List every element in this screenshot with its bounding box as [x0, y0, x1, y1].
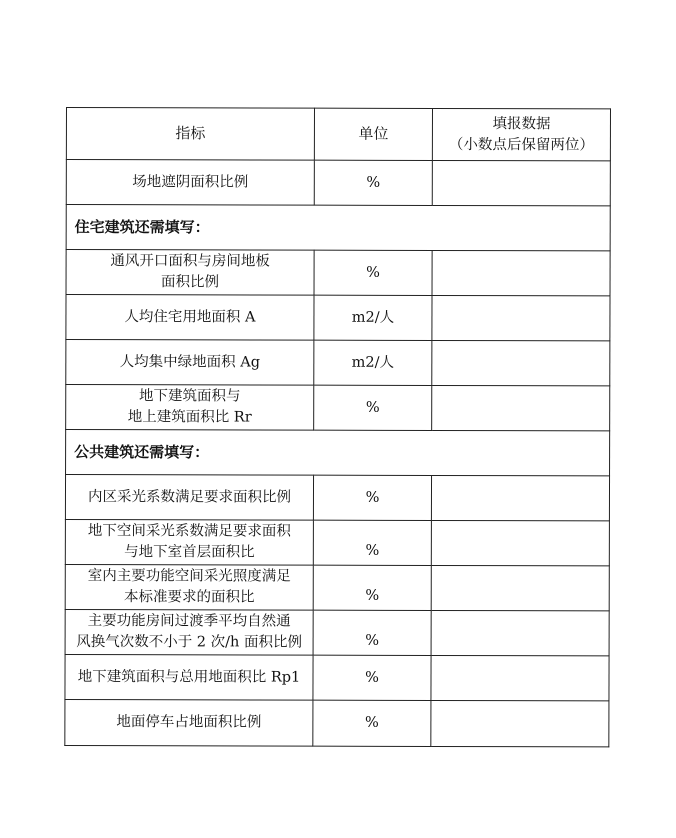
unit-cell: % [313, 475, 431, 520]
indicator-text: 内区采光系数满足要求面积比例 [87, 488, 292, 506]
indicator-cell [65, 475, 313, 521]
indicator-text: 风换气次数不小于 2 次/h 面积比例 [76, 634, 303, 651]
indicator-text: 地下建筑面积与总用地面积比 Rp1 [77, 668, 301, 686]
table-row [66, 250, 610, 296]
indicator-text: 地下建筑面积与 [138, 388, 241, 405]
unit-cell: % [314, 160, 432, 205]
table-row [66, 385, 610, 431]
section-title: 公共建筑还需填写： [66, 430, 610, 476]
unit-cell: m2/人 [314, 340, 432, 385]
table-row [65, 609, 609, 655]
indicator-text: 人均集中绿地面积 Ag [119, 353, 261, 371]
table-row [66, 340, 610, 386]
value-input-cell[interactable] [431, 700, 609, 746]
table-row [66, 160, 610, 206]
indicator-text: 地上建筑面积比 Rr [127, 409, 252, 426]
indicator-text: 室内主要功能空间采光照度满足 [87, 568, 291, 585]
indicator-cell [66, 295, 314, 341]
section-row-public [66, 430, 610, 476]
indicator-form-table [64, 107, 611, 747]
indicator-cell [66, 250, 314, 296]
value-input-cell[interactable] [432, 160, 610, 205]
indicator-text: 地下空间采光系数满足要求面积 [87, 523, 291, 540]
indicator-text: 地面停车占地面积比例 [116, 714, 262, 731]
indicator-cell [65, 519, 313, 565]
indicator-text: 面积比例 [161, 274, 220, 291]
table-row [65, 654, 609, 700]
indicator-cell [65, 654, 313, 700]
indicator-cell [65, 699, 313, 746]
value-input-cell[interactable] [432, 295, 610, 340]
section-row-residential [66, 205, 610, 251]
indicator-text: 主要功能房间过渡季平均自然通 [87, 613, 291, 630]
indicator-text: 人均住宅用地面积 A [124, 308, 256, 325]
table-row [65, 519, 609, 565]
indicator-cell [65, 609, 313, 655]
table-row [65, 699, 609, 746]
value-input-cell[interactable] [432, 385, 610, 430]
table-row [65, 475, 609, 521]
value-input-cell[interactable] [431, 565, 609, 610]
value-input-cell[interactable] [432, 250, 610, 295]
header-indicator: 指标 [66, 108, 314, 161]
value-input-cell[interactable] [432, 340, 610, 385]
indicator-cell [65, 564, 313, 610]
header-value-note: （小数点后保留两位） [448, 136, 594, 153]
table-row [65, 564, 609, 610]
indicator-text: 本标准要求的面积比 [123, 589, 255, 606]
header-value [432, 108, 610, 160]
indicator-cell [66, 160, 314, 206]
table-row [66, 295, 610, 341]
value-input-cell[interactable] [431, 610, 609, 655]
unit-cell: % [313, 655, 431, 700]
indicator-cell [66, 340, 314, 386]
indicator-text: 场地遮阴面积比例 [132, 173, 249, 190]
unit-cell: % [314, 385, 432, 430]
unit-cell: % [313, 520, 431, 565]
table-header-row [66, 108, 610, 161]
unit-cell: % [313, 700, 431, 746]
header-value-title: 填报数据 [492, 115, 551, 132]
value-input-cell[interactable] [431, 475, 609, 520]
indicator-text: 与地下室首层面积比 [124, 544, 255, 561]
unit-cell: % [313, 565, 431, 610]
section-title: 住宅建筑还需填写： [66, 205, 610, 251]
value-input-cell[interactable] [431, 520, 609, 565]
unit-cell: m2/人 [314, 295, 432, 340]
unit-cell: % [314, 250, 432, 295]
value-input-cell[interactable] [431, 655, 609, 700]
header-unit: 单位 [314, 108, 432, 160]
indicator-text: 通风开口面积与房间地板 [110, 253, 270, 270]
unit-cell: % [313, 610, 431, 655]
indicator-cell [66, 385, 314, 431]
